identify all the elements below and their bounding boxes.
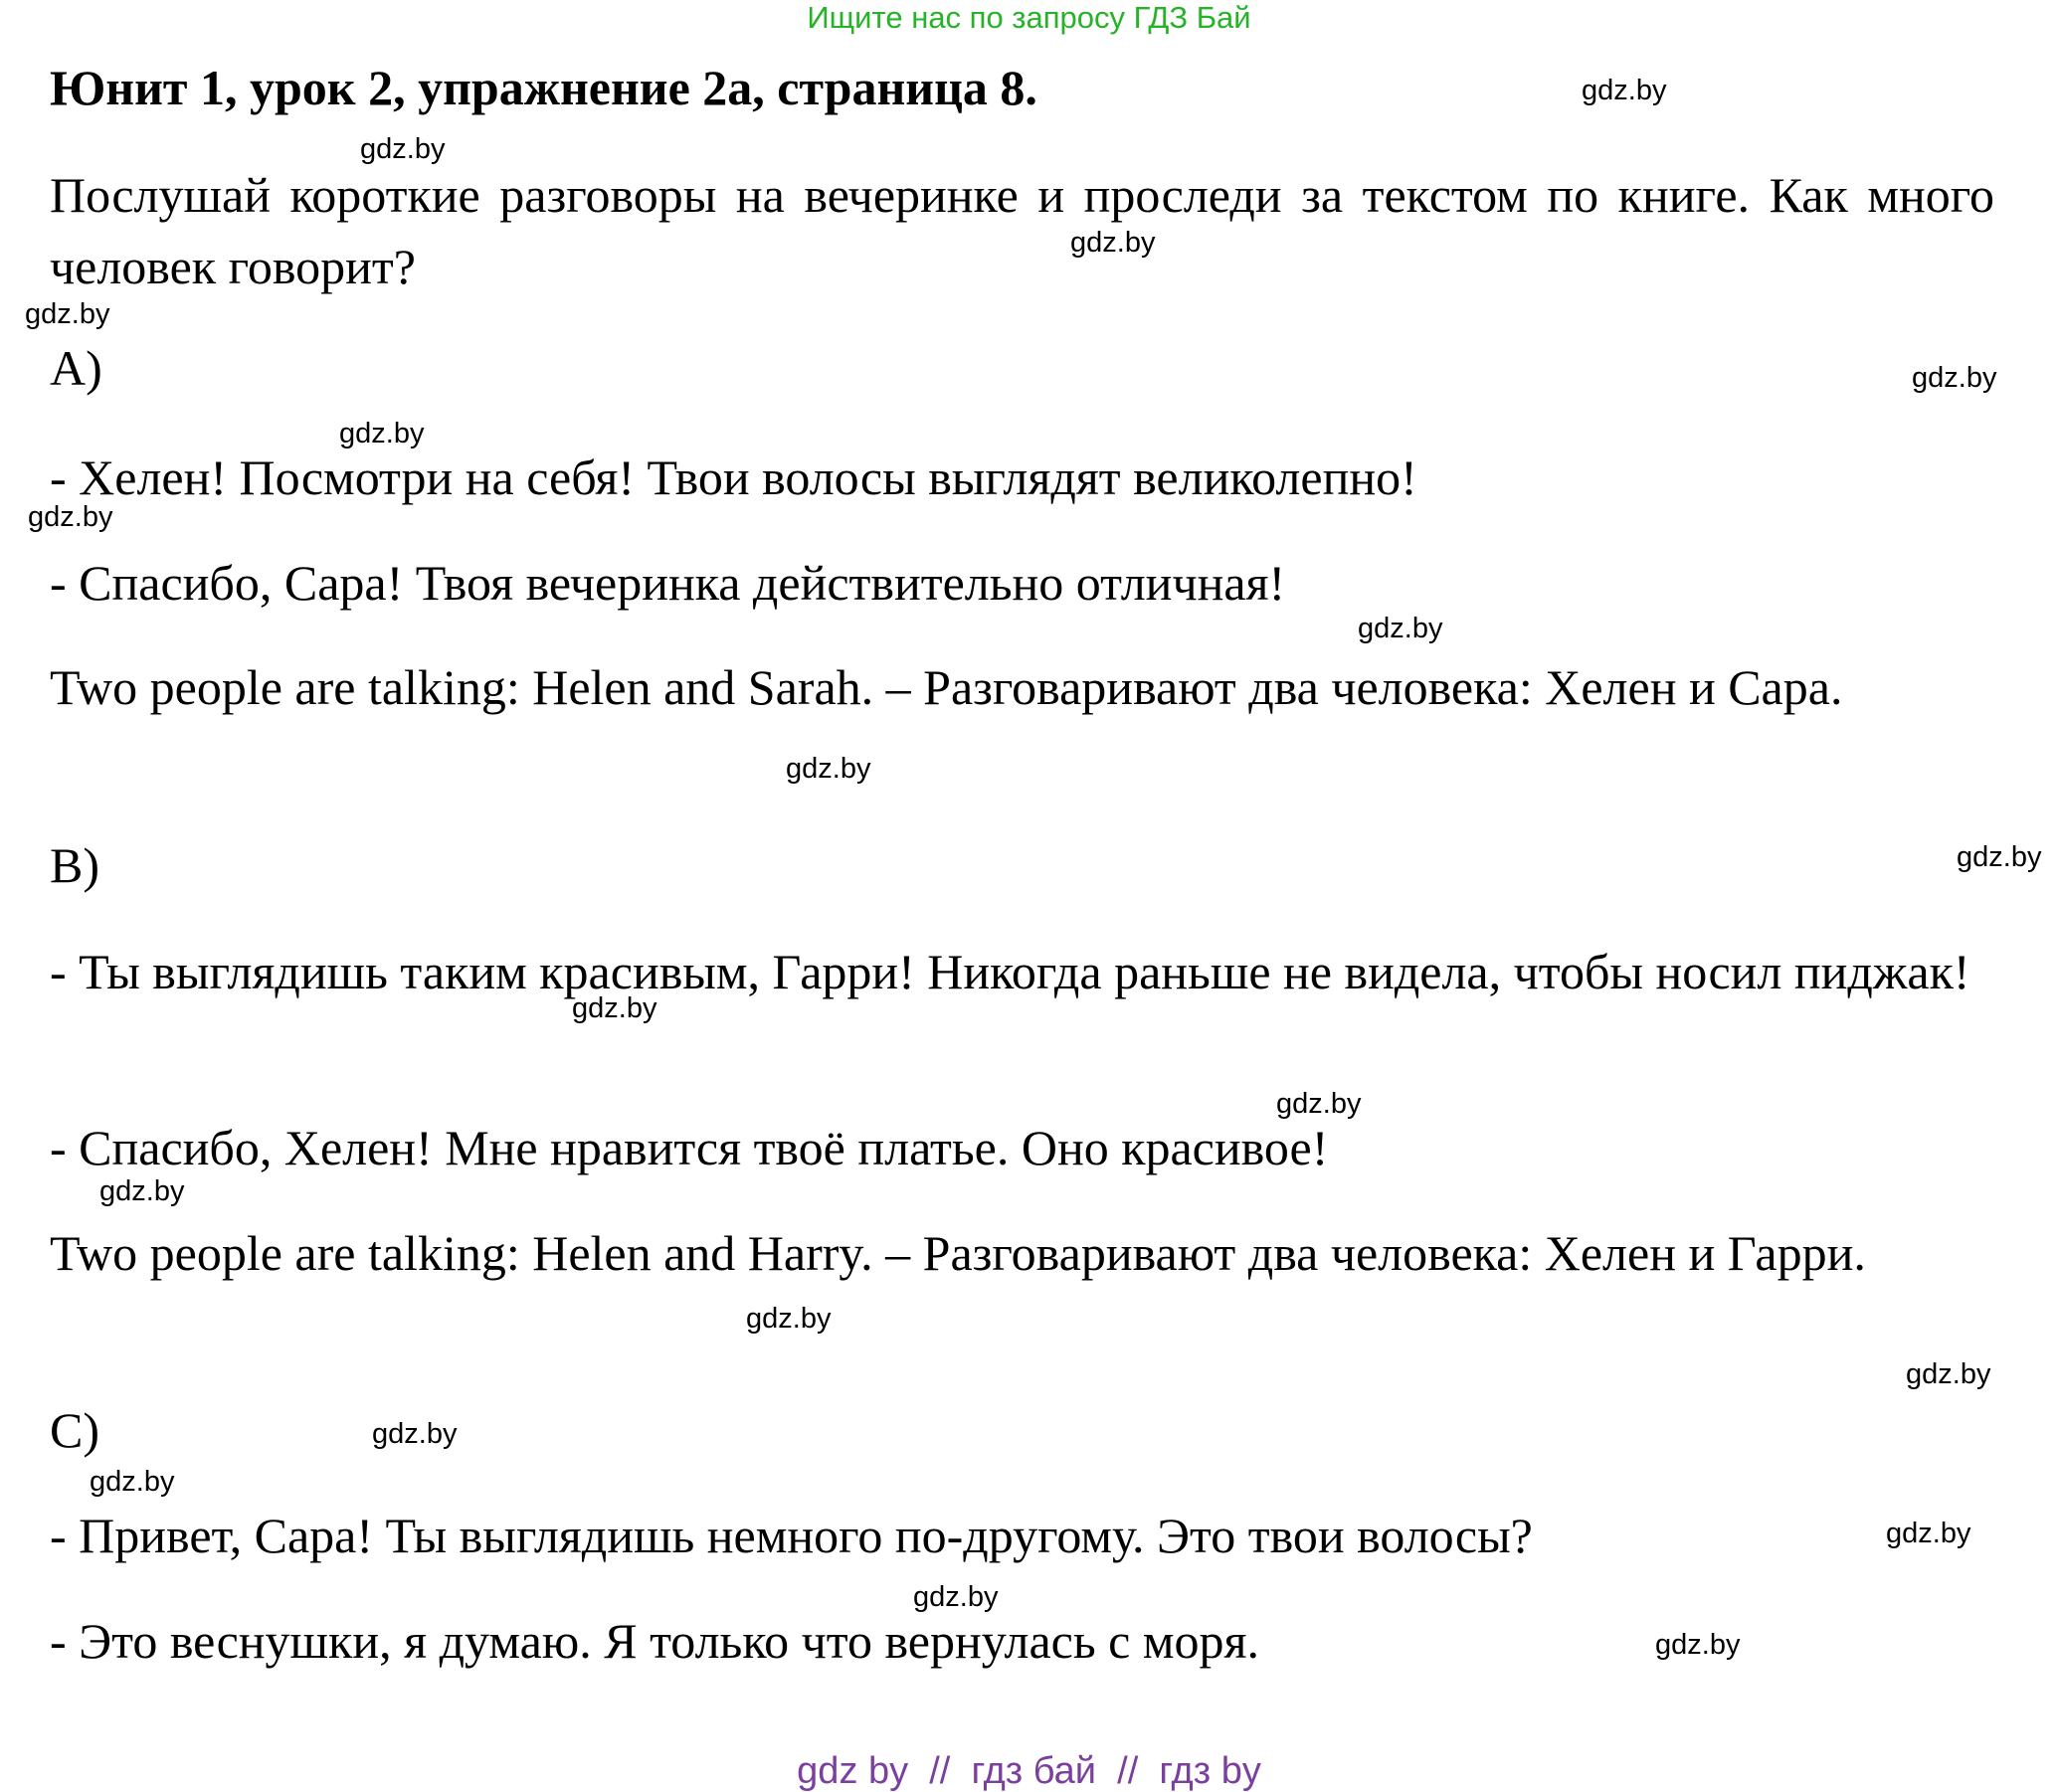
section-c-line-1: - Привет, Сара! Ты выглядишь немного по-другому. Это твои волосы? [50, 1508, 1533, 1563]
watermark: gdz.by [1886, 1518, 1971, 1549]
page-title: Юнит 1, урок 2, упражнение 2а, страница 8. [50, 60, 1037, 115]
watermark: gdz.by [1358, 613, 1443, 644]
section-c-label: C) [50, 1402, 99, 1458]
section-a-answer: Two people are talking: Helen and Sarah. – Разговаривают два человека: Хелен и Сара. [50, 659, 1843, 715]
watermark: gdz.by [360, 133, 446, 165]
section-a-label: A) [50, 340, 102, 396]
watermark: gdz.by [913, 1581, 999, 1613]
watermark: gdz.by [372, 1418, 458, 1450]
section-a-line-1: - Хелен! Посмотри на себя! Твои волосы выглядят великолепно! [50, 449, 1417, 505]
watermark: gdz.by [339, 418, 425, 449]
watermark: gdz.by [1957, 841, 2042, 873]
footer-links: gdz by // гдз бай // гдз by [797, 1750, 1261, 1792]
watermark: gdz.by [1276, 1088, 1362, 1120]
section-b-label: B) [50, 837, 99, 893]
watermark: gdz.by [1912, 362, 1997, 394]
watermark: gdz.by [746, 1303, 832, 1335]
watermark: gdz.by [90, 1466, 175, 1498]
watermark: gdz.by [1655, 1629, 1741, 1661]
section-a-line-2: - Спасибо, Сара! Твоя вечеринка действительно отличная! [50, 555, 1286, 611]
watermark: gdz.by [1582, 75, 1667, 106]
section-c-line-2: - Это веснушки, я думаю. Я только что вернулась с моря. [50, 1613, 1259, 1669]
section-b-line-1: - Ты выглядишь таким красивым, Гарри! Никогда раньше не видела, чтобы носил пиджак! [50, 944, 1970, 999]
watermark: gdz.by [25, 298, 110, 330]
instruction-text: Послушай короткие разговоры на вечеринке и проследи за текстом по книге. Как много человек говорит? [50, 167, 1994, 294]
watermark: gdz.by [1070, 227, 1156, 259]
watermark: gdz.by [1906, 1358, 1991, 1390]
search-banner: Ищите нас по запросу ГДЗ Бай [807, 0, 1251, 35]
watermark: gdz.by [572, 992, 657, 1024]
section-b-line-2: - Спасибо, Хелен! Мне нравится твоё платье. Оно красивое! [50, 1120, 1329, 1175]
section-b-answer: Two people are talking: Helen and Harry. – Разговаривают два человека: Хелен и Гарри. [50, 1225, 1866, 1281]
watermark: gdz.by [28, 501, 113, 533]
watermark: gdz.by [99, 1175, 185, 1207]
watermark: gdz.by [786, 753, 871, 785]
